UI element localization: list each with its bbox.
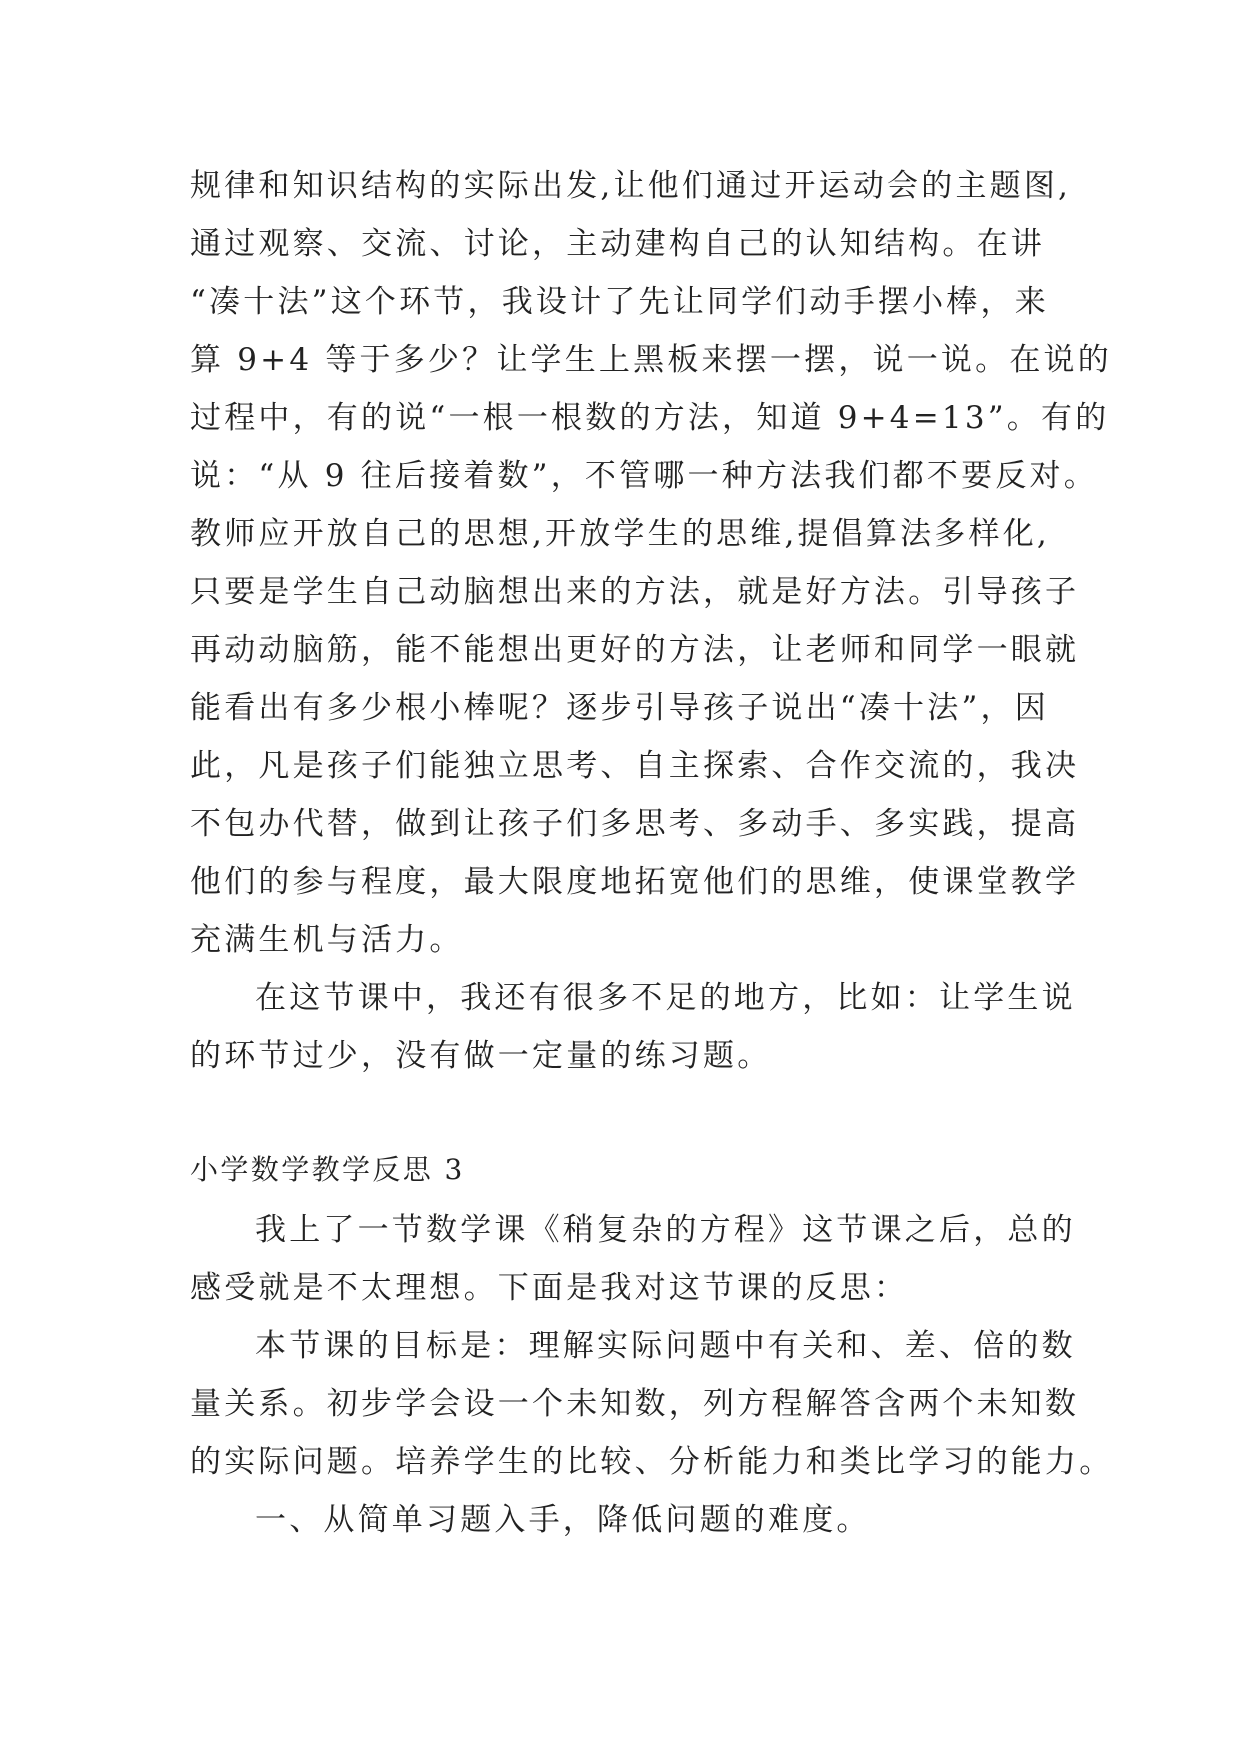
text-line: 不包办代替，做到让孩子们多思考、多动手、多实践，提高 (190, 806, 1080, 842)
paragraph-first-line: 本节课的目标是：理解实际问题中有关和、差、倍的数 (255, 1328, 1076, 1364)
text-line: 的环节过少，没有做一定量的练习题。 (190, 1038, 772, 1074)
text-line: 此，凡是孩子们能独立思考、自主探索、合作交流的，我决 (190, 748, 1080, 784)
text-line: 他们的参与程度，最大限度地拓宽他们的思维，使课堂教学 (190, 864, 1080, 900)
paragraph-first-line: 在这节课中，我还有很多不足的地方，比如：让学生说 (255, 980, 1076, 1016)
text-line: 说：“从 9 往后接着数”，不管哪一种方法我们都不要反对。 (190, 458, 1098, 494)
text-line: 规律和知识结构的实际出发,让他们通过开运动会的主题图, (190, 168, 1072, 204)
text-line: 量关系。初步学会设一个未知数，列方程解答含两个未知数 (190, 1386, 1080, 1422)
text-line: 再动动脑筋，能不能想出更好的方法，让老师和同学一眼就 (190, 632, 1080, 668)
text-line: 只要是学生自己动脑想出来的方法，就是好方法。引导孩子 (190, 574, 1080, 610)
text-line: 能看出有多少根小棒呢？逐步引导孩子说出“凑十法”，因 (190, 690, 1049, 726)
text-line: 的实际问题。培养学生的比较、分析能力和类比学习的能力。 (190, 1444, 1114, 1480)
paragraph-first-line: 一、从简单习题入手，降低问题的难度。 (255, 1502, 871, 1538)
text-line: 通过观察、交流、讨论，主动建构自己的认知结构。在讲 (190, 226, 1045, 262)
text-line: “凑十法”这个环节，我设计了先让同学们动手摆小棒，来 (190, 284, 1049, 320)
text-line: 算 9+4 等于多少？让学生上黑板来摆一摆，说一说。在说的 (190, 342, 1112, 378)
text-line: 教师应开放自己的思想,开放学生的思维,提倡算法多样化, (190, 516, 1050, 552)
text-line: 过程中，有的说“一根一根数的方法，知道 9+4=13”。有的 (190, 400, 1110, 436)
paragraph-first-line: 我上了一节数学课《稍复杂的方程》这节课之后，总的 (255, 1212, 1076, 1248)
text-line: 充满生机与活力。 (190, 922, 464, 958)
section-heading: 小学数学教学反思 3 (190, 1153, 465, 1186)
text-line: 感受就是不太理想。下面是我对这节课的反思： (190, 1270, 909, 1306)
